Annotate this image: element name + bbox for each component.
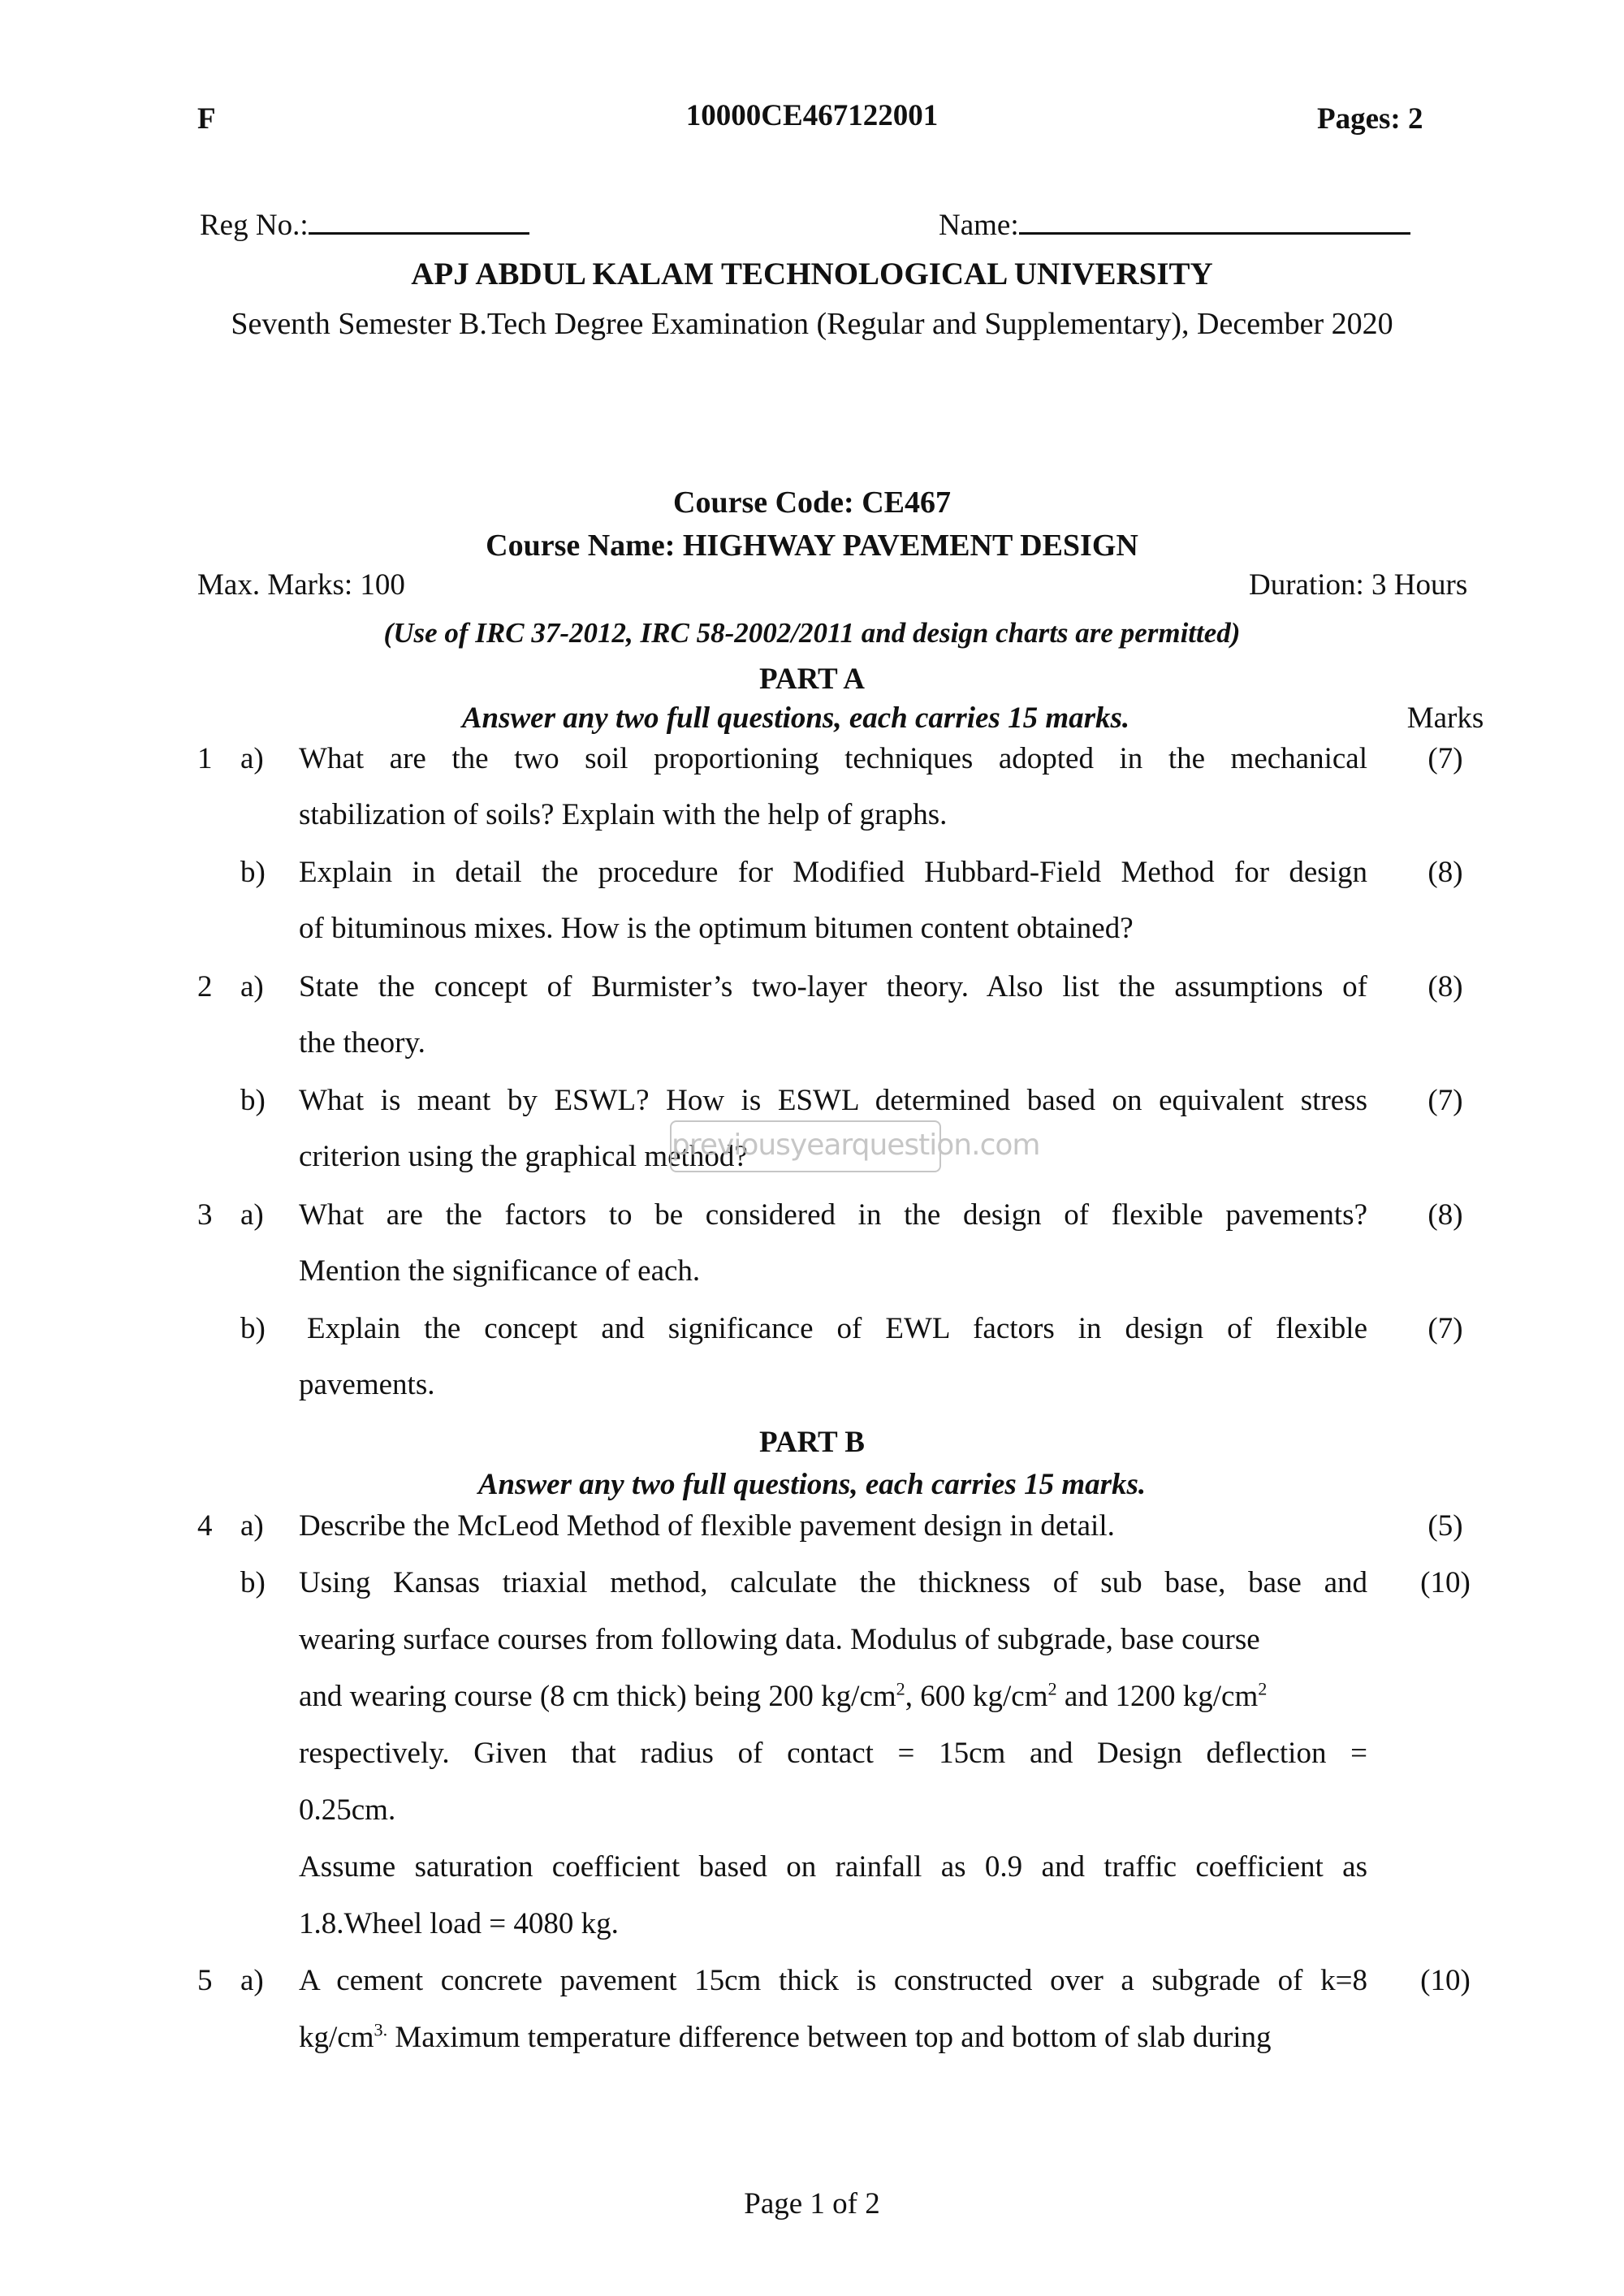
question-2a	[0, 969, 1624, 1025]
sub-question-label: b)	[240, 856, 266, 889]
sub-question-label: a)	[240, 970, 264, 1003]
question-text-line: Using Kansas triaxial method, calculate the thickness of sub base, base and	[299, 1566, 1367, 1599]
sub-question-label: a)	[240, 742, 264, 775]
question-1a	[0, 741, 1624, 797]
part-b-instruction: Answer any two full questions, each carries 15 marks.	[477, 1468, 1147, 1501]
question-text-line: the theory.	[299, 1026, 425, 1060]
question-text-line: A cement concrete pavement 15cm thick is constructed over a subgrade of k=8	[299, 1964, 1367, 1997]
duration: Duration: 3 Hours	[1249, 568, 1468, 602]
page-count: Pages: 2	[1317, 102, 1423, 136]
max-marks: Max. Marks: 100	[197, 568, 405, 602]
question-text-line: 0.25cm.	[299, 1793, 396, 1827]
course-code: Course Code: CE467	[673, 486, 951, 520]
question-text-line: pavements.	[299, 1368, 435, 1401]
permitted-note: (Use of IRC 37-2012, IRC 58-2002/2011 and design charts are permitted)	[383, 617, 1241, 649]
question-text-line: and wearing course (8 cm thick) being 200 $kg/cm^2$, 600 $kg/cm^2$ and 1200 $kg/cm^2$	[299, 1678, 1268, 1713]
sub-question-label: b)	[240, 1566, 266, 1599]
question-3a	[0, 1198, 1624, 1254]
question-4b	[0, 1565, 1624, 1621]
question-number: 4	[197, 1509, 213, 1543]
question-text-line: respectively. Given that radius of contact = 15cm and Design deflection =	[299, 1737, 1367, 1770]
reg-no-label: Reg No.:	[200, 209, 309, 242]
sub-question-label: b)	[240, 1084, 266, 1117]
question-text-line: $kg/cm^{3.}$ Maximum temperature difference between top and bottom of slab during	[299, 2019, 1272, 2054]
question-5a	[0, 1963, 1624, 2019]
marks-header: Marks	[1406, 701, 1484, 735]
question-number: 3	[197, 1198, 213, 1232]
sub-question-label: a)	[240, 1509, 264, 1543]
question-marks: (10)	[1420, 1964, 1471, 1997]
question-number: 5	[197, 1964, 213, 1997]
question-1b	[0, 855, 1624, 911]
exam-title: Seventh Semester B.Tech Degree Examination (Regular and Supplementary), December 2020	[231, 307, 1393, 341]
watermark-stamp: previousyearquestion.com	[670, 1120, 941, 1172]
question-number: 2	[197, 970, 213, 1003]
paper-code: 10000CE467122001	[685, 99, 939, 132]
reg-no-field	[200, 209, 529, 240]
paper-set-letter: F	[197, 102, 216, 136]
question-marks: (7)	[1427, 1084, 1463, 1117]
reg-no-blank	[309, 209, 529, 235]
question-text-line: Explain in detail the procedure for Modified Hubbard-Field Method for design	[299, 856, 1367, 889]
university-title: APJ ABDUL KALAM TECHNOLOGICAL UNIVERSITY	[411, 257, 1213, 291]
question-text-line: What are the two soil proportioning techniques adopted in the mechanical	[299, 742, 1367, 775]
question-text-line: Describe the McLeod Method of flexible pavement design in detail.	[299, 1509, 1115, 1543]
question-text-line: stabilization of soils? Explain with the help of graphs.	[299, 798, 948, 831]
part-a-title: PART A	[759, 662, 865, 696]
question-text-line: 1.8.Wheel load = 4080 kg.	[299, 1907, 619, 1940]
question-4a	[0, 1508, 1624, 1564]
question-marks: (8)	[1427, 856, 1463, 889]
question-text-line: State the concept of Burmister’s two-layer theory. Also list the assumptions of	[299, 970, 1367, 1003]
question-marks: (7)	[1427, 1312, 1463, 1345]
question-text-line: What is meant by ESWL? How is ESWL determined based on equivalent stress	[299, 1084, 1367, 1117]
question-marks: (7)	[1427, 742, 1463, 775]
question-marks: (8)	[1427, 970, 1463, 1003]
course-name: Course Name: HIGHWAY PAVEMENT DESIGN	[486, 529, 1138, 563]
question-number: 1	[197, 742, 213, 775]
question-3b	[0, 1311, 1624, 1367]
sub-question-label: a)	[240, 1964, 264, 1997]
question-text-line: criterion using the graphical method?	[299, 1140, 748, 1173]
question-text-line: Mention the significance of each.	[299, 1254, 701, 1288]
question-marks: (8)	[1427, 1198, 1463, 1232]
sub-question-label: a)	[240, 1198, 264, 1232]
page-footer: Page 1 of 2	[744, 2187, 880, 2220]
question-text-line: Explain the concept and significance of EWL factors in design of flexible	[307, 1312, 1367, 1345]
sub-question-label: b)	[240, 1312, 266, 1345]
part-b-title: PART B	[759, 1426, 865, 1459]
question-marks: (5)	[1427, 1509, 1463, 1543]
name-label: Name:	[939, 209, 1019, 242]
part-a-instruction: Answer any two full questions, each carries 15 marks.	[461, 701, 1130, 735]
name-field	[939, 209, 1410, 240]
question-text-line: of bituminous mixes. How is the optimum bitumen content obtained?	[299, 912, 1134, 945]
name-blank	[1019, 209, 1410, 235]
question-marks: (10)	[1420, 1566, 1471, 1599]
question-text-line: Assume saturation coefficient based on rainfall as 0.9 and traffic coefficient as	[299, 1850, 1367, 1884]
question-text-line: What are the factors to be considered in the design of flexible pavements?	[299, 1198, 1367, 1232]
question-text-line: wearing surface courses from following data. Modulus of subgrade, base course	[299, 1623, 1260, 1656]
